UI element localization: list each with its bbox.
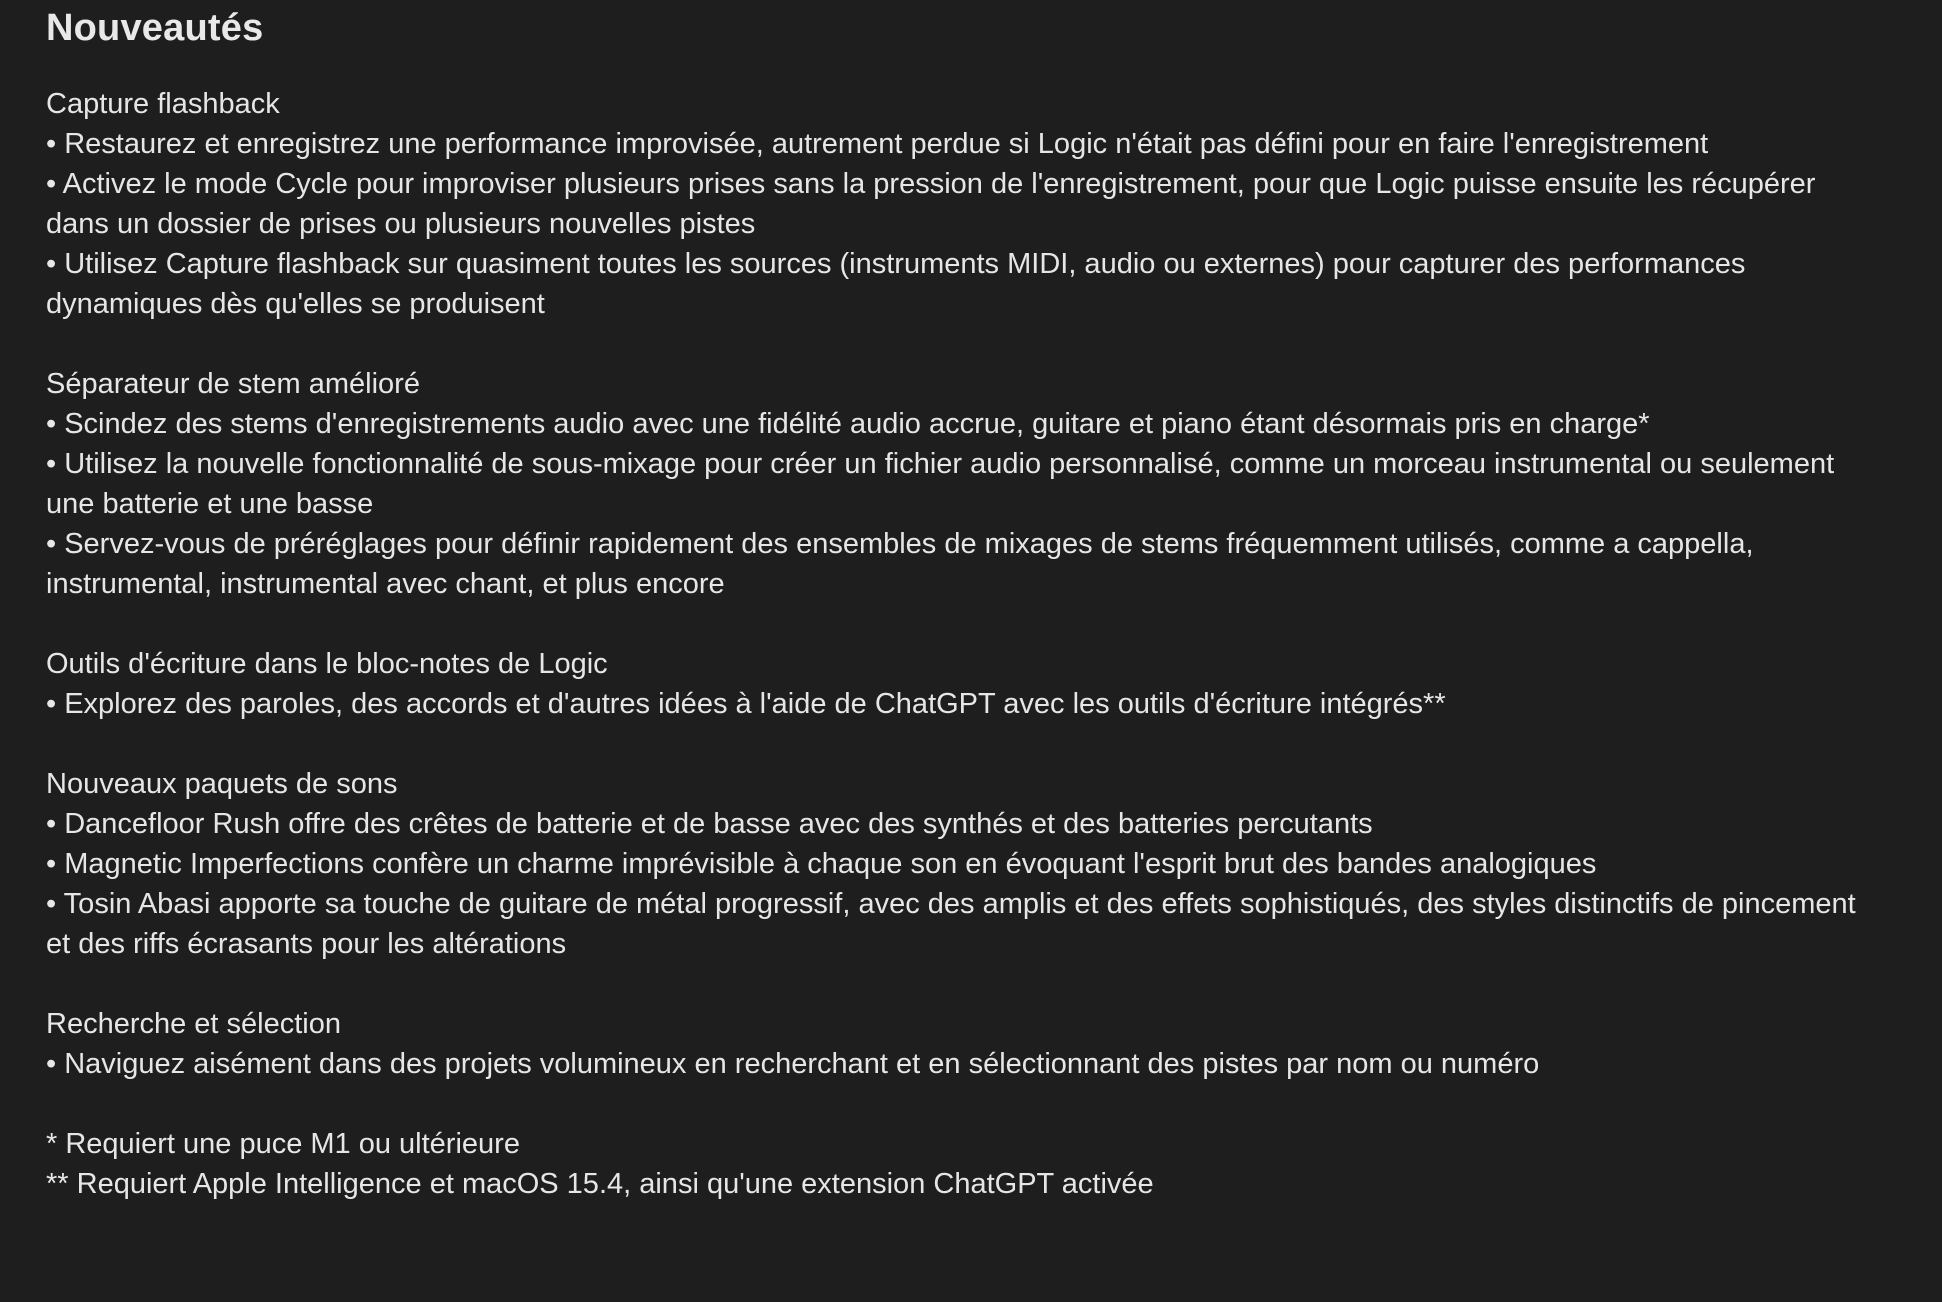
footnote: ** Requiert Apple Intelligence et macOS 15.4, ainsi qu'une extension ChatGPT activée (46, 1168, 1154, 1200)
list-item: • Restaurez et enregistrez une performance improvisée, autrement perdue si Logic n'était pas défini pour en faire l'enregistrement (46, 128, 1709, 160)
page-title: Nouveautés (46, 7, 264, 49)
list-item: • Utilisez Capture flashback sur quasiment toutes les sources (instruments MIDI, audio ou externes) pour capturer des performances dynamiques dès qu'elles se produisent (46, 248, 1746, 320)
list-item: • Tosin Abasi apporte sa touche de guitare de métal progressif, avec des amplis et des effets sophistiqués, des styles distinctifs de pincement et des riffs écrasants pour les altérations (46, 888, 1856, 960)
list-item: • Naviguez aisément dans des projets volumineux en recherchant et en sélectionnant des pistes par nom ou numéro (46, 1048, 1540, 1080)
list-item: • Dancefloor Rush offre des crêtes de batterie et de basse avec des synthés et des batteries percutants (46, 808, 1373, 840)
list-item: • Explorez des paroles, des accords et d'autres idées à l'aide de ChatGPT avec les outils d'écriture intégrés** (46, 688, 1446, 720)
section-heading: Séparateur de stem amélioré (46, 368, 420, 400)
list-item: • Activez le mode Cycle pour improviser plusieurs prises sans la pression de l'enregistrement, pour que Logic puisse ensuite les récupérer dans un dossier de prises ou plusieurs nouvelles pistes (46, 168, 1816, 240)
section-search-selection (46, 1004, 1866, 1084)
list-item: • Magnetic Imperfections confère un charme imprévisible à chaque son en évoquant l'esprit brut des bandes analogiques (46, 848, 1597, 880)
section-stem-splitter (46, 364, 1866, 604)
footnotes (46, 1124, 1866, 1204)
section-writing-tools (46, 644, 1866, 724)
release-notes-content (46, 84, 1866, 1204)
list-item: • Utilisez la nouvelle fonctionnalité de sous-mixage pour créer un fichier audio personnalisé, comme un morceau instrumental ou seulement une batterie et une basse (46, 448, 1835, 520)
section-sound-packs (46, 764, 1866, 964)
section-heading: Outils d'écriture dans le bloc-notes de Logic (46, 648, 608, 680)
section-heading: Recherche et sélection (46, 1008, 341, 1040)
section-heading: Capture flashback (46, 88, 280, 120)
list-item: • Servez-vous de préréglages pour définir rapidement des ensembles de mixages de stems fréquemment utilisés, comme a cappella, instrumental, instrumental avec chant, et plus encore (46, 528, 1754, 600)
list-item: • Scindez des stems d'enregistrements audio avec une fidélité audio accrue, guitare et piano étant désormais pris en charge* (46, 408, 1650, 440)
section-capture-flashback (46, 84, 1866, 324)
section-heading: Nouveaux paquets de sons (46, 768, 398, 800)
footnote: * Requiert une puce M1 ou ultérieure (46, 1128, 520, 1160)
